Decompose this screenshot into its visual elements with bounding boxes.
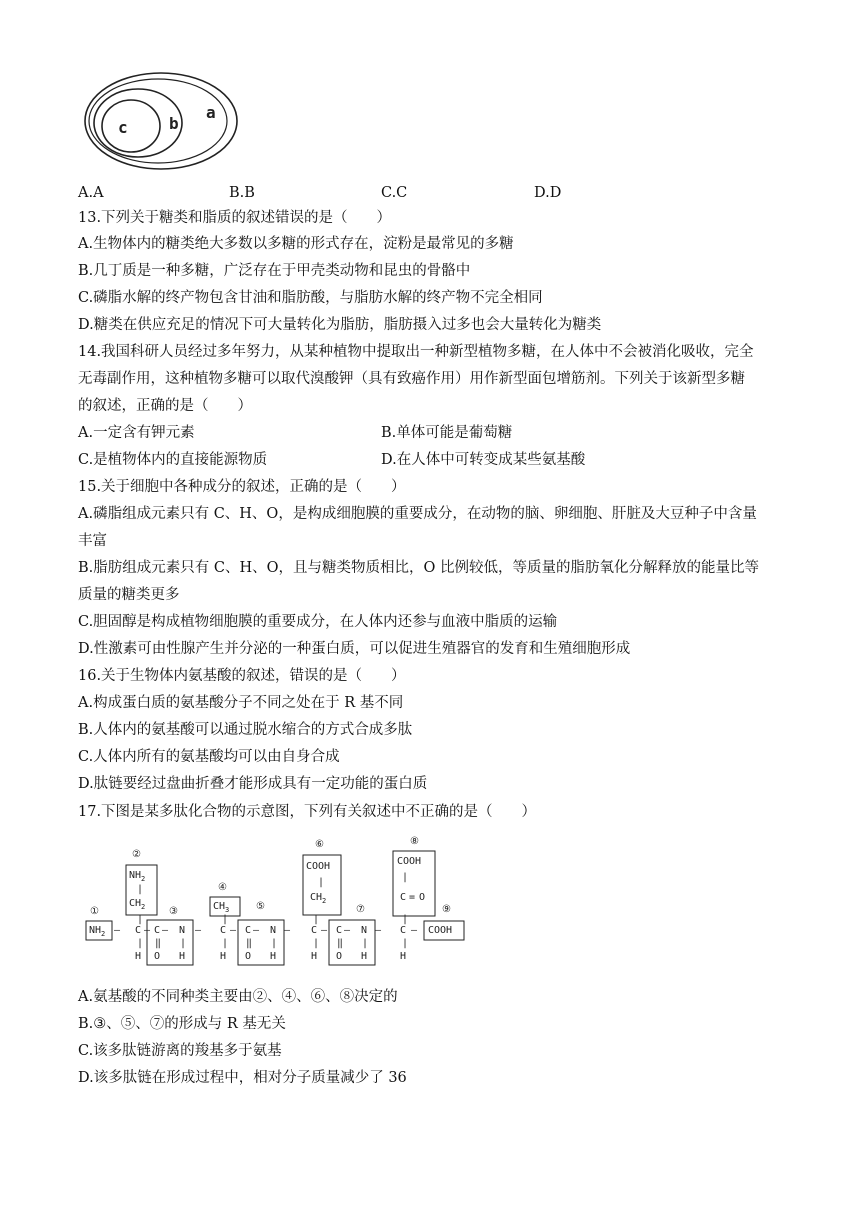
q15-option-c: C.胆固醇是构成植物细胞膜的重要成分，在人体内还参与血液中脂质的运输 [78, 614, 558, 630]
bond-4: — [195, 925, 202, 936]
r1-bond-a: | [137, 884, 144, 895]
ca-3-h: H [311, 951, 318, 962]
bond-2: — [144, 925, 151, 936]
set-a-label: a [206, 103, 216, 122]
n-7-bond: | [362, 938, 369, 949]
bond-11: — [411, 925, 418, 936]
c-7-double: ‖ [337, 938, 344, 949]
q12-option-c: C.C [381, 185, 408, 201]
q15-option-b-line-2: 质量的糖类更多 [78, 587, 180, 603]
r4-o: O [419, 892, 426, 903]
q12-option-b: B.B [229, 185, 255, 201]
r2-bond: | [222, 914, 229, 925]
q15-option-d: D.性激素可由性腺产生并分泌的一种蛋白质，可以促进生殖器官的发育和生殖细胞形成 [78, 641, 631, 657]
q14-stem-line-2: 无毒副作用，这种植物多糖可以取代溴酸钾（具有致癌作用）用作新型面包增筋剂。下列关于该新型多糖 [78, 371, 745, 387]
h-7: H [361, 951, 368, 962]
q16-option-d: D.肽链要经过盘曲折叠才能形成具有一定功能的蛋白质 [78, 776, 428, 792]
c-5-double: ‖ [246, 938, 253, 949]
c-3: C [154, 925, 161, 936]
q13-option-b: B.几丁质是一种多糖，广泛存在于甲壳类动物和昆虫的骨骼中 [78, 263, 471, 279]
ca-2-h: H [220, 951, 227, 962]
ca-1-bond: | [137, 938, 144, 949]
q14-option-c: C.是植物体内的直接能源物质 [78, 452, 268, 468]
marker-4: ④ [218, 882, 227, 893]
n-5: N [270, 925, 277, 936]
r3-ch2: $CH_2$ [310, 892, 327, 905]
h-3: H [179, 951, 186, 962]
marker-7: ⑦ [356, 904, 365, 915]
o-7: O [336, 951, 343, 962]
r4-bond-b: | [402, 914, 409, 925]
c-3-double: ‖ [155, 938, 162, 949]
q17-option-b: B.③、⑤、⑦的形成与 R 基无关 [78, 1016, 286, 1032]
ca-1: C [135, 925, 142, 936]
q17-option-c: C.该多肽链游离的羧基多于氨基 [78, 1043, 282, 1059]
marker-1: ① [90, 906, 99, 917]
q15-option-a-line-1: A.磷脂组成元素只有 C、H、O，是构成细胞膜的重要成分，在动物的脑、卵细胞、肝脏及大豆种子中含量 [78, 506, 757, 522]
polypeptide-labels [84, 834, 474, 970]
ca-2: C [220, 925, 227, 936]
bond-3: — [162, 925, 169, 936]
q17-option-a: A.氨基酸的不同种类主要由②、④、⑥、⑧决定的 [78, 989, 398, 1005]
q14-stem-line-1: 14.我国科研人员经过多年努力，从某种植物中提取出一种新型植物多糖，在人体中不会被消化吸收，完全 [78, 344, 754, 360]
marker-2: ② [132, 849, 141, 860]
r2-ch3: $CH_3$ [213, 901, 230, 914]
q13-option-d: D.糖类在供应充足的情况下可大量转化为脂肪，脂肪摄入过多也会大量转化为糖类 [78, 317, 602, 333]
marker-3: ③ [169, 906, 178, 917]
bond-10: — [375, 925, 382, 936]
nested-sets-figure [78, 66, 248, 178]
ca-3: C [311, 925, 318, 936]
q15-stem: 15.关于细胞中各种成分的叙述，正确的是（ ） [78, 479, 406, 495]
ca-4-bond: | [402, 938, 409, 949]
r4-cooh: COOH [397, 856, 422, 867]
q14-option-b: B.单体可能是葡萄糖 [381, 425, 513, 441]
bond-7: — [284, 925, 291, 936]
q12-option-d: D.D [534, 185, 562, 201]
q14-stem-line-3: 的叙述，正确的是（ ） [78, 398, 252, 414]
r4-bond-a: | [402, 872, 409, 883]
n-terminal-amino: $NH_2$ [89, 925, 106, 938]
bond-8: — [321, 925, 328, 936]
q14-option-a: A.一定含有钾元素 [78, 425, 195, 441]
ca-2-bond: | [222, 938, 229, 949]
q16-option-a: A.构成蛋白质的氨基酸分子不同之处在于 R 基不同 [78, 695, 404, 711]
h-5: H [270, 951, 277, 962]
o-3: O [154, 951, 161, 962]
r3-cooh: COOH [306, 861, 331, 872]
c-5: C [245, 925, 252, 936]
n-5-bond: | [271, 938, 278, 949]
ca-3-bond: | [313, 938, 320, 949]
c-7: C [336, 925, 343, 936]
q13-stem: 13.下列关于糖类和脂质的叙述错误的是（ ） [78, 210, 392, 226]
bond-9: — [344, 925, 351, 936]
o-5: O [245, 951, 252, 962]
n-7: N [361, 925, 368, 936]
q13-option-c: C.磷脂水解的终产物包含甘油和脂肪酸，与脂肪水解的终产物不完全相同 [78, 290, 543, 306]
bond-6: — [253, 925, 260, 936]
set-c-ellipse [102, 100, 160, 152]
q16-option-c: C.人体内所有的氨基酸均可以由自身合成 [78, 749, 340, 765]
marker-9: ⑨ [442, 904, 451, 915]
n-3: N [179, 925, 186, 936]
bond-1: — [114, 925, 121, 936]
q12-option-a: A.A [78, 185, 104, 201]
marker-6: ⑥ [315, 839, 324, 850]
bond-5: — [230, 925, 237, 936]
r3-bond-b: | [313, 914, 320, 925]
ca-1-h: H [135, 951, 142, 962]
n-3-bond: | [180, 938, 187, 949]
q15-option-a-line-2: 丰富 [78, 533, 107, 549]
ca-4: C [400, 925, 407, 936]
marker-8: ⑧ [410, 836, 419, 847]
r3-bond-a: | [318, 877, 325, 888]
set-b-label: b [169, 114, 179, 133]
r4-eq: = [409, 892, 416, 903]
ca-4-h: H [400, 951, 407, 962]
c-terminal-carboxyl: COOH [428, 925, 453, 936]
r4-c: C [400, 892, 407, 903]
q13-option-a: A.生物体内的糖类绝大多数以多糖的形式存在，淀粉是最常见的多糖 [78, 236, 514, 252]
q17-option-d: D.该多肽链在形成过程中，相对分子质量减少了 36 [78, 1070, 407, 1086]
q14-option-d: D.在人体中可转变成某些氨基酸 [381, 452, 586, 468]
q17-stem: 17.下图是某多肽化合物的示意图，下列有关叙述中不正确的是（ ） [78, 804, 537, 820]
q16-stem: 16.关于生物体内氨基酸的叙述，错误的是（ ） [78, 668, 406, 684]
r1-nh2: $NH_2$ [129, 870, 146, 883]
set-c-label: c [118, 118, 128, 137]
q15-option-b-line-1: B.脂肪组成元素只有 C、H、O，且与糖类物质相比，O 比例较低，等质量的脂肪氧化分解释放的能量比等 [78, 560, 759, 576]
q16-option-b: B.人体内的氨基酸可以通过脱水缩合的方式合成多肽 [78, 722, 413, 738]
r1-bond-b: | [137, 914, 144, 925]
r1-ch2: $CH_2$ [129, 898, 146, 911]
marker-5: ⑤ [256, 901, 265, 912]
